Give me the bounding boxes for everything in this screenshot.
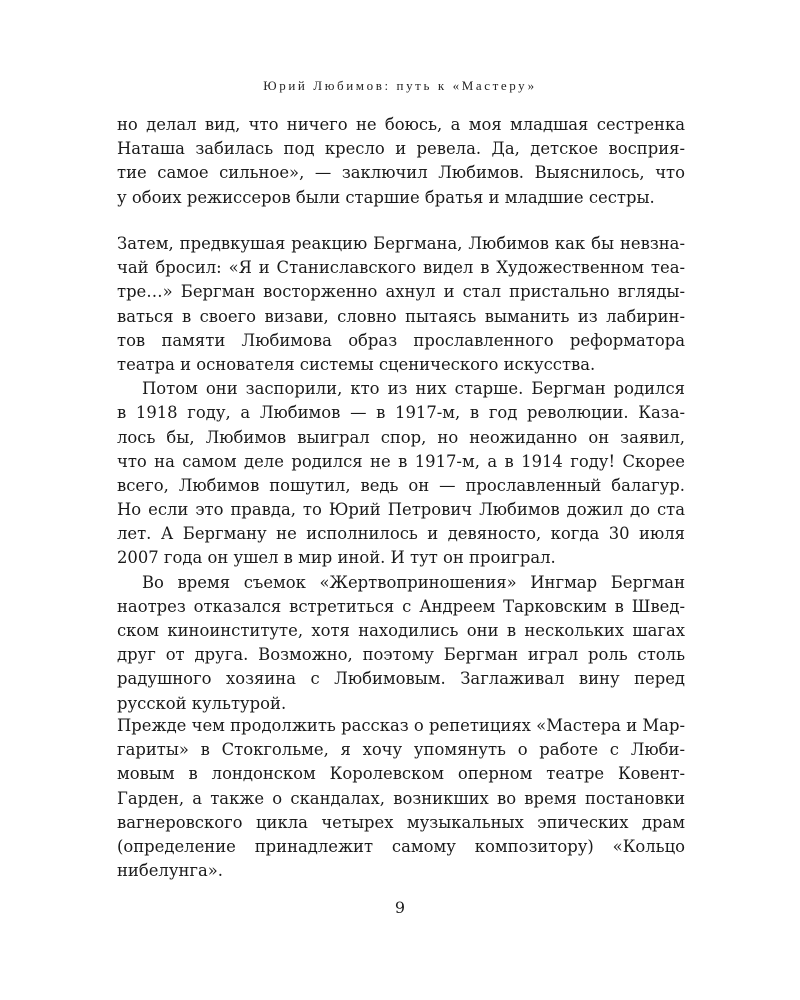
text-line: ваться в своего визави, словно пытаясь выманить из лабирин-	[117, 306, 685, 326]
text-block-1	[117, 113, 685, 210]
text-line: тре…» Бергман восторженно ахнул и стал пристально вгляды-	[117, 282, 685, 302]
running-head: Юрий Любимов: путь к «Мастеру»	[263, 78, 537, 93]
text-line: лет. А Бергману не исполнилось и девяносто, когда 30 июля	[117, 524, 685, 544]
text-line: русской культурой.	[117, 693, 287, 713]
text-line: тие самое сильное», — заключил Любимов. Выяснилось, что	[117, 163, 685, 183]
text-line: Во время съемок «Жертвоприношения» Ингмар Бергман	[142, 572, 685, 592]
text-line: гариты» в Стокгольме, я хочу упомянуть о работе с Люби-	[117, 740, 685, 760]
text-line: у обоих режиссеров были старшие братья и младшие сестры.	[117, 187, 655, 207]
text-line: вагнеровского цикла четырех музыкальных эпических драм	[117, 812, 685, 832]
text-line: Но если это правда, то Юрий Петрович Любимов дожил до ста	[117, 500, 685, 520]
text-line: Прежде чем продолжить рассказ о репетициях «Мастера и Мар-	[117, 716, 685, 735]
text-line: Потом они заспорили, кто из них старше. Бергман родился	[142, 379, 685, 399]
text-block-2	[117, 232, 685, 716]
text-line: что на самом деле родился не в 1917-м, а в 1914 году! Скорее	[117, 451, 685, 471]
text-line: 2007 года он ушел в мир иной. И тут он проиграл.	[117, 548, 556, 568]
text-block-3	[117, 714, 685, 883]
text-line: радушного хозяина с Любимовым. Заглаживал вину перед	[117, 669, 685, 689]
text-line: (определение принадлежит самому композитору) «Кольцо	[117, 836, 685, 856]
text-line: лось бы, Любимов выиграл спор, но неожиданно он заявил,	[117, 427, 685, 447]
text-line: чай бросил: «Я и Станиславского видел в Художественном теа-	[117, 258, 685, 278]
text-line: наотрез отказался встретиться с Андреем Тарковским в Швед-	[117, 596, 685, 616]
text-line: Гарден, а также о скандалах, возникших во время постановки	[117, 788, 685, 808]
text-line: Наташа забилась под кресло и ревела. Да, детское восприя-	[117, 139, 685, 159]
text-line: нибелунга».	[117, 861, 223, 881]
text-line: друг от друга. Возможно, поэтому Бергман играл роль столь	[117, 645, 685, 665]
text-line: но делал вид, что ничего не боюсь, а моя младшая сестренка	[117, 115, 685, 134]
text-line: театра и основателя системы сценического искусства.	[117, 354, 596, 374]
text-line: в 1918 году, а Любимов — в 1917-м, в год революции. Каза-	[117, 403, 685, 423]
text-line: ском киноинституте, хотя находились они в нескольких шагах	[117, 621, 685, 640]
text-line: всего, Любимов пошутил, ведь он — прославленный балагур.	[117, 475, 685, 495]
text-line: Затем, предвкушая реакцию Бергмана, Любимов как бы невзна-	[117, 234, 685, 253]
text-line: тов памяти Любимова образ прославленного реформатора	[117, 330, 685, 350]
page-number: 9	[394, 898, 406, 917]
text-line: мовым в лондонском Королевском оперном театре Ковент-	[117, 764, 685, 784]
